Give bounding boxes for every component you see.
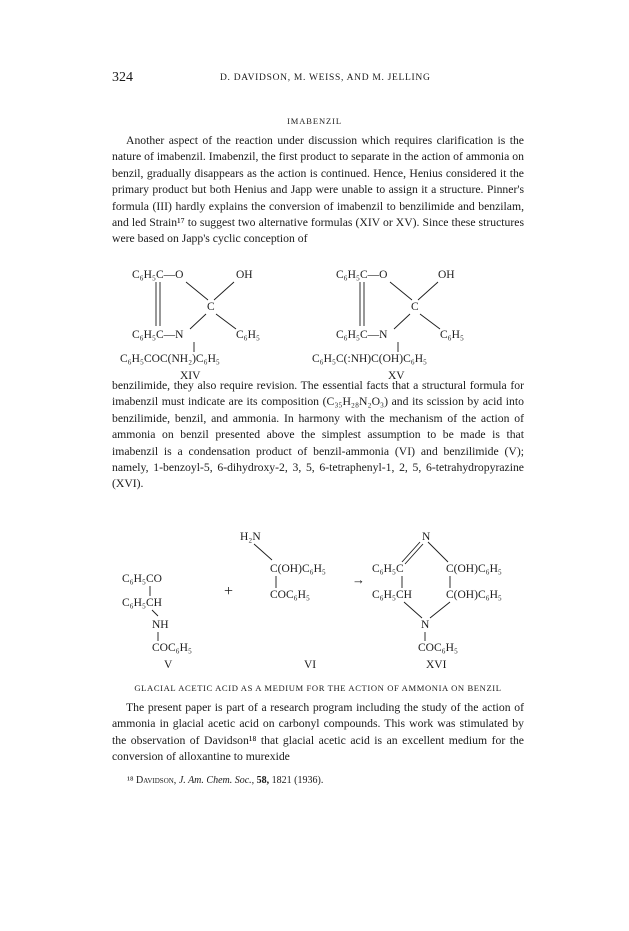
v-sub: COC₆H₅	[152, 642, 192, 654]
xv-label: XV	[388, 370, 405, 382]
paragraph-research-program: The present paper is part of a research program including the study of the action of ammonia in glacial acetic acid on carbonyl compounds. This work was stimulated by the observation of Davidson¹⁸ that glacial acetic acid is an excellent medium for the conversion of alloxantine to murexide	[112, 701, 524, 764]
xv-bond	[394, 314, 410, 329]
xiv-bond	[186, 282, 208, 300]
paragraph-imabenzil-intro: Another aspect of the reaction under discussion which requires clarification is the nature of imabenzil. Imabenzil, the first product to separate in the action of ammonia on benzil, gradually disappears as the action is continued. Hence, Henius considered it the primary product but both Henius and Japp were unable to assign it a structure. Pinner's formula (III) hardly explains the conversion of imabenzil to benzilimide and benzilam, and led Strain¹⁷ to suggest two alternative formulas (XIV or XV). Since these structures were based on Japp's cyclic conception of	[112, 134, 524, 246]
xiv-bottom-left: C₆H₅C—N	[132, 329, 184, 341]
xv-center-c: C	[411, 301, 419, 313]
xiv-bottom-right: C₆H₅	[236, 329, 260, 341]
structure-xvi	[372, 531, 502, 671]
page-number: 324	[112, 70, 133, 85]
xvi-double-bond	[402, 542, 420, 562]
xvi-n-top: N	[422, 531, 431, 543]
xvi-bond	[404, 602, 422, 618]
xiv-top-left: C₆H₅C—O	[132, 269, 184, 281]
xvi-right2: C(OH)C₆H₅	[446, 589, 502, 601]
xiv-bond	[216, 314, 236, 329]
xv-top-right: OH	[438, 269, 455, 281]
running-head: D. DAVIDSON, M. WEISS, AND M. JELLING	[220, 73, 431, 83]
footnote-18	[127, 775, 323, 786]
structure-v	[122, 573, 192, 671]
xiv-center-c: C	[207, 301, 215, 313]
footnote-journal: J. Am. Chem. Soc.,	[178, 775, 255, 786]
xiv-top-right: OH	[236, 269, 253, 281]
xvi-right1: C(OH)C₆H₅	[446, 563, 502, 575]
xiv-bond	[190, 314, 206, 329]
xv-bond	[420, 314, 440, 329]
structures-v-vi-xvi	[120, 524, 530, 676]
vi-line1: C(OH)C₆H₅	[270, 563, 326, 575]
xvi-left2: C₆H₅CH	[372, 589, 412, 601]
v-bond	[152, 610, 158, 616]
vi-bond	[254, 544, 272, 560]
xv-bond	[390, 282, 412, 300]
page-header	[112, 70, 524, 86]
xv-bond	[418, 282, 438, 300]
vi-h2n: H₂N	[240, 531, 261, 543]
v-label: V	[164, 659, 173, 671]
structure-xiv	[120, 269, 260, 382]
xvi-label: XVI	[426, 659, 447, 671]
xvi-bond	[430, 602, 450, 618]
vi-line2: COC₆H₅	[270, 589, 310, 601]
paragraph-imabenzil-structure: benzilimide, they also require revision. The essential facts that a structural formula for imabenzil must indicate are its composition (C₃₅H₂₈N₂O₃) and its scission by acid into benzilimide, benzil, and ammonia. In harmony with the mechanism of the action of ammonia on benzil presented above the simplest assumption to be made is that imabenzil is a condensation product of benzil-ammonia (VI) and benzilimide (V); namely, 1-benzoyl-5, 6-dihydroxy-2, 3, 5, 6-tetraphenyl-1, 2, 5, 6-tetrahydropyrazine (XVI).	[112, 379, 524, 491]
structures-xiv-xv	[120, 266, 520, 386]
plus-sign: +	[224, 583, 234, 600]
xvi-bond	[428, 542, 448, 562]
xvi-sub: COC₆H₅	[418, 642, 458, 654]
xv-bottom-right: C₆H₅	[440, 329, 464, 341]
reaction-arrow: →	[352, 572, 365, 587]
footnote-volume: 58,	[256, 775, 270, 786]
xiv-substituent: C₆H₅COC(NH₂)C₆H₅	[120, 353, 220, 365]
vi-label: VI	[304, 659, 317, 671]
xiv-label: XIV	[180, 370, 201, 382]
xvi-double-bond	[405, 544, 423, 564]
xvi-n-bottom: N	[421, 619, 430, 631]
section-heading-imabenzil: IMABENZIL	[287, 116, 342, 126]
footnote-rest: 1821 (1936).	[271, 775, 324, 786]
structure-xv	[312, 269, 464, 382]
section-heading-glacial-acetic-acid: GLACIAL ACETIC ACID AS A MEDIUM FOR THE ACTION OF AMMONIA ON BENZIL	[134, 683, 502, 693]
xiv-bond	[214, 282, 234, 300]
xv-bottom-left: C₆H₅C—N	[336, 329, 388, 341]
xv-top-left: C₆H₅C—O	[336, 269, 388, 281]
footnote-marker: ¹⁸	[127, 775, 134, 786]
footnote-author: Davidson,	[135, 775, 177, 786]
structure-vi	[240, 531, 326, 671]
xvi-left1: C₆H₅C	[372, 563, 404, 575]
v-nh: NH	[152, 619, 169, 631]
xv-substituent: C₆H₅C(:NH)C(OH)C₆H₅	[312, 353, 428, 365]
v-line2: C₆H₅CH	[122, 597, 162, 609]
v-line1: C₆H₅CO	[122, 573, 162, 585]
